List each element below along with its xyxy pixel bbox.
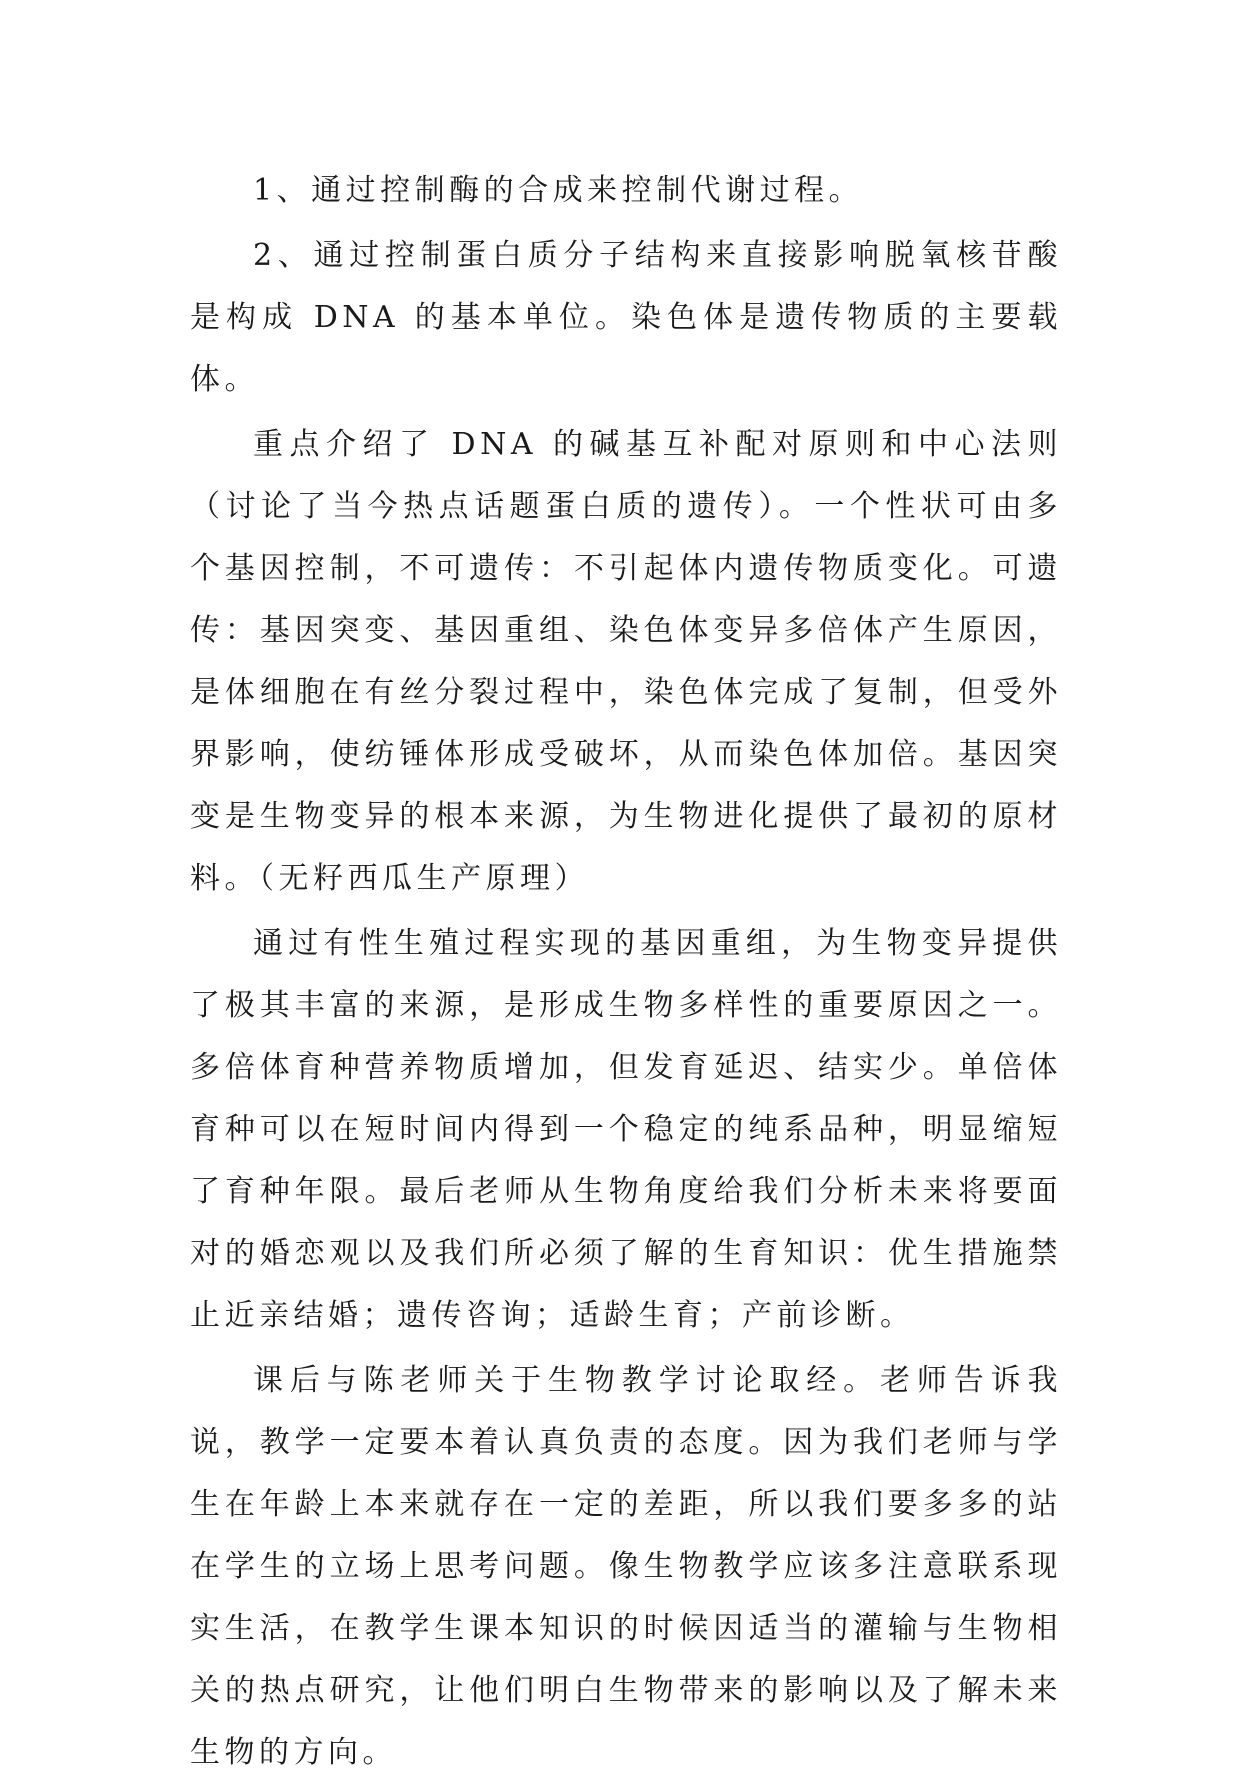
paragraph-4: 通过有性生殖过程实现的基因重组，为生物变异提供了极其丰富的来源，是形成生物多样性的重要原因之一。多倍体育种营养物质增加，但发育延迟、结实少。单倍体育种可以在短时间内得到一个稳定的纯系品种，明显缩短了育种年限。最后老师从生物角度给我们分析未来将要面对的婚恋观以及我们所必须了解的生育知识：优生措施禁止近亲结婚；遗传咨询；适龄生育；产前诊断。 [190, 926, 1062, 1333]
paragraph-3: 重点介绍了 DNA 的碱基互补配对原则和中心法则（讨论了当今热点话题蛋白质的遗传）。一个性状可由多个基因控制，不可遗传：不引起体内遗传物质变化。可遗传：基因突变、基因重组、染色体变异多倍体产生原因，是体细胞在有丝分裂过程中，染色体完成了复制，但受外界影响，使纺锤体形成受破坏，从而染色体加倍。基因突变是生物变异的根本来源，为生物进化提供了最初的原材料。（无籽西瓜生产原理） [190, 427, 1062, 896]
paragraph-2: 2、通过控制蛋白质分子结构来直接影响脱氧核苷酸是构成 DNA 的基本单位。染色体是遗传物质的主要载体。 [190, 238, 1062, 397]
document-body [190, 160, 1062, 1787]
paragraph-5: 课后与陈老师关于生物教学讨论取经。老师告诉我说，教学一定要本着认真负责的态度。因为我们老师与学生在年龄上本来就存在一定的差距，所以我们要多多的站在学生的立场上思考问题。像生物教学应该多注意联系现实生活，在教学生课本知识的时候因适当的灌输与生物相关的热点研究，让他们明白生物带来的影响以及了解未来生物的方向。 [190, 1363, 1062, 1770]
paragraph-1: 1、通过控制酶的合成来控制代谢过程。 [253, 173, 864, 208]
